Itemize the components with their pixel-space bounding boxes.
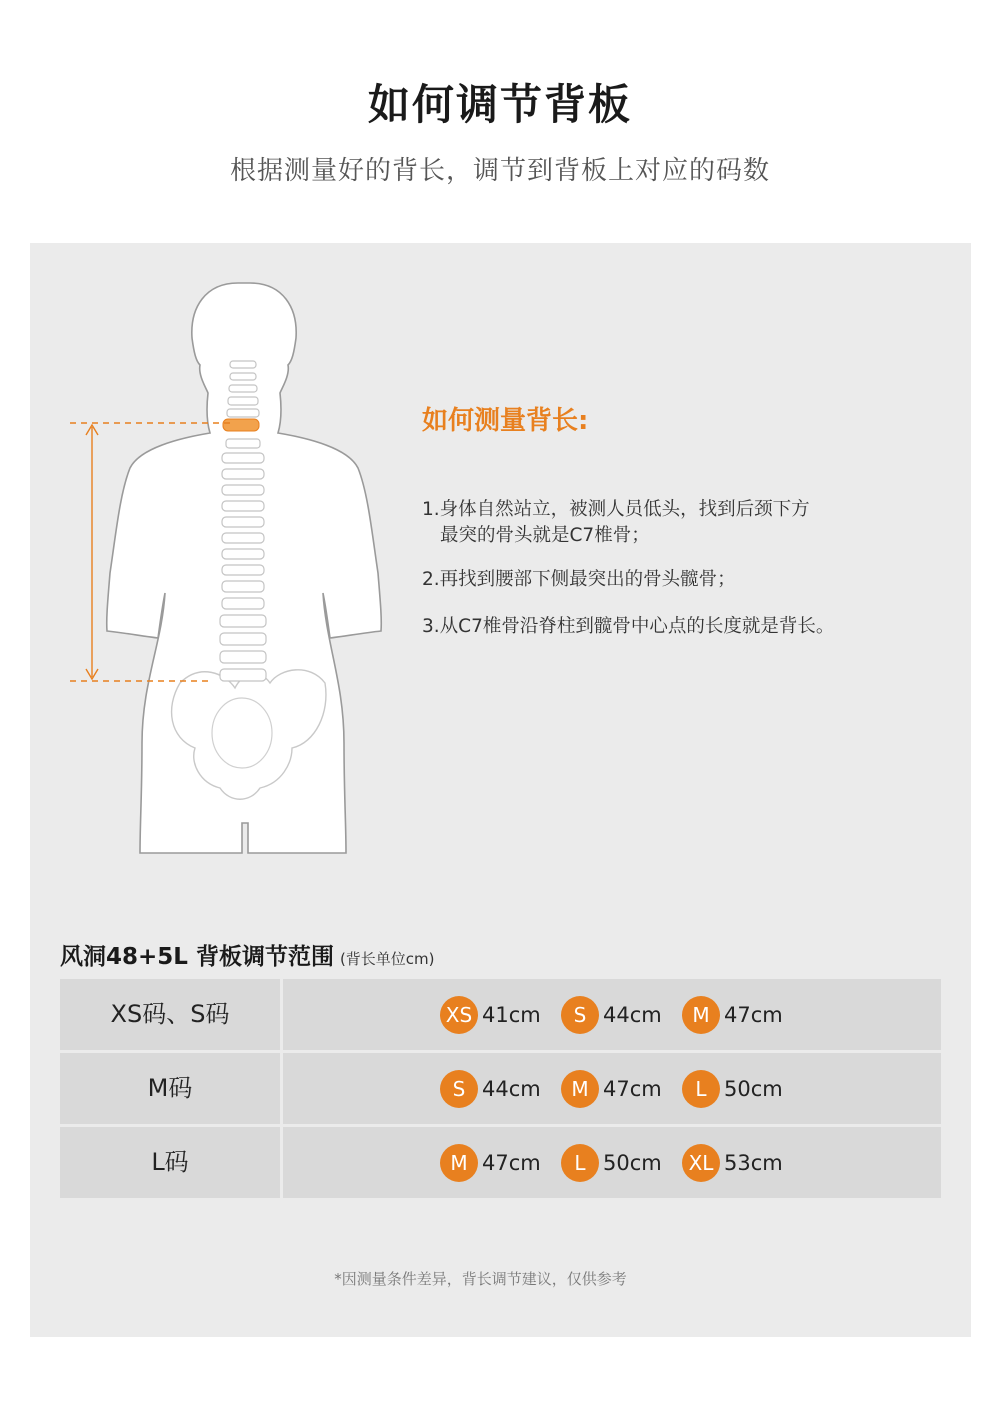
size-value: 47cm (724, 1003, 783, 1027)
size-value: 47cm (603, 1077, 662, 1101)
size-option (682, 1144, 803, 1182)
size-badge: S (440, 1070, 478, 1108)
step-text: 1.身体自然站立，被测人员低头，找到后颈下方 (422, 499, 810, 520)
measure-step-3 (422, 614, 834, 640)
size-range-table (60, 979, 941, 1201)
back-anatomy-illustration (30, 243, 450, 883)
size-option (561, 1144, 682, 1182)
size-value: 47cm (482, 1151, 541, 1175)
size-option (682, 1070, 803, 1108)
size-option (440, 1070, 561, 1108)
c7-vertebra-highlight (223, 419, 259, 431)
size-value: 53cm (724, 1151, 783, 1175)
size-badge: M (561, 1070, 599, 1108)
size-value: 50cm (724, 1077, 783, 1101)
size-value: 44cm (603, 1003, 662, 1027)
size-badge: M (682, 996, 720, 1034)
page-title: 如何调节背板 (367, 80, 632, 129)
range-unit: (背长单位cm) (339, 950, 435, 968)
measure-step-1 (422, 497, 810, 549)
page-subtitle: 根据测量好的背长，调节到背板上对应的码数 (229, 156, 770, 186)
size-badge: L (682, 1070, 720, 1108)
size-option (561, 996, 682, 1034)
table-row (60, 1053, 941, 1124)
disclaimer-note: *因测量条件差异，背长调节建议，仅供参考 (334, 1270, 627, 1288)
size-value: 50cm (603, 1151, 662, 1175)
row-label: M码 (147, 1074, 193, 1102)
step-text: 3.从C7椎骨沿脊柱到髋骨中心点的长度就是背长。 (422, 616, 835, 637)
row-options (440, 996, 803, 1034)
size-option (440, 1144, 561, 1182)
size-value: 44cm (482, 1077, 541, 1101)
step-text: 2.再找到腰部下侧最突出的骨头髋骨； (422, 569, 736, 590)
table-row (60, 979, 941, 1050)
size-option (561, 1070, 682, 1108)
row-divider (280, 1127, 283, 1198)
table-row (60, 1127, 941, 1198)
row-label: L码 (151, 1148, 189, 1176)
size-badge: XS (440, 996, 478, 1034)
size-badge: M (440, 1144, 478, 1182)
size-badge: XL (682, 1144, 720, 1182)
size-badge: L (561, 1144, 599, 1182)
size-badge: S (561, 996, 599, 1034)
measure-title: 如何测量背长: (422, 406, 589, 436)
step-text-cont: 最突的骨头就是C7椎骨； (440, 525, 650, 546)
range-title (60, 938, 435, 971)
row-divider (280, 979, 283, 1050)
row-options (440, 1144, 803, 1182)
range-title-text: 风洞48+5L 背板调节范围 (60, 944, 334, 970)
measure-step-2 (422, 567, 736, 593)
row-options (440, 1070, 803, 1108)
row-label: XS码、S码 (110, 1000, 230, 1028)
size-option (440, 996, 561, 1034)
row-divider (280, 1053, 283, 1124)
size-value: 41cm (482, 1003, 541, 1027)
size-option (682, 996, 803, 1034)
